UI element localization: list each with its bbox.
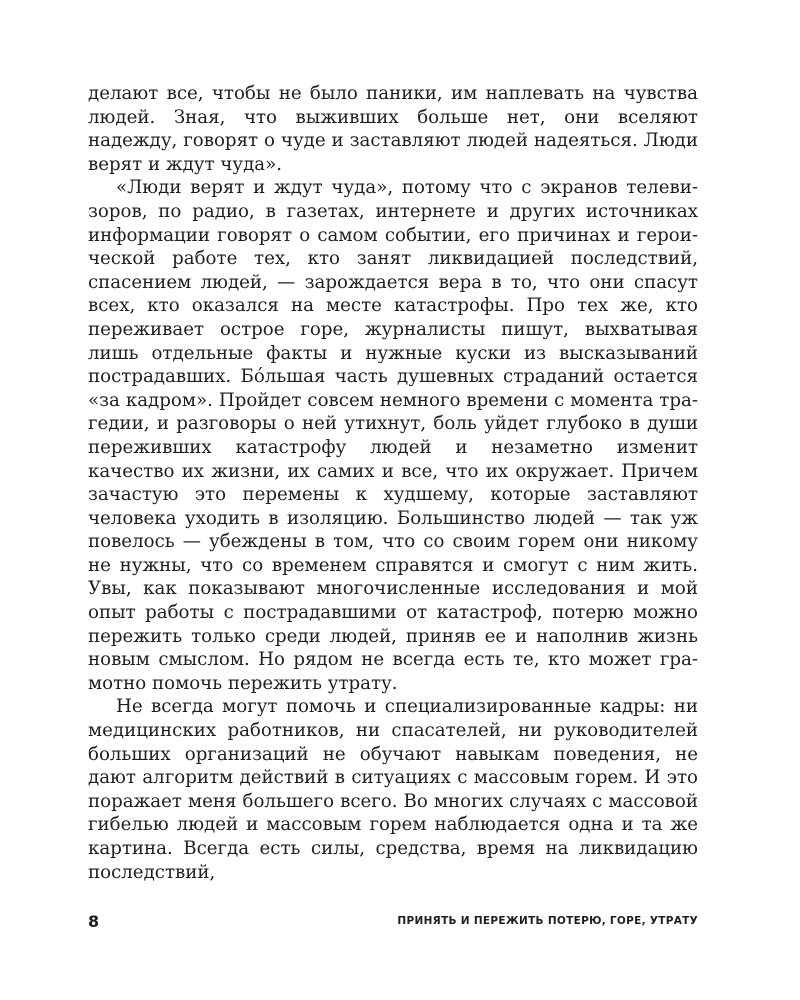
paragraph-continuation: делают все, чтобы не было паники, им наплевать на чувства людей. Зная, что выживших больше нет, они вселяют надежду, говорят о чуде и заставляют людей надеяться. Люди верят и ждут чуда». [88,83,698,175]
page-number: 8 [88,912,100,931]
body-text [88,82,698,884]
running-title: ПРИНЯТЬ И ПЕРЕЖИТЬ ПОТЕРЮ, ГОРЕ, УТРАТУ [397,915,698,927]
paragraph-specialists: Не всегда могут помочь и специализированные кадры: ни медицинских работников, ни спасателей, ни руководителей больших организаций не обучают навыкам поведения, не дают алгоритм действий в ситуациях с массовым горем. И это поражает меня большего всего. Во многих случаях с массовой гибелью людей и массовым горем наблюдается одна и та же картина. Всегда есть силы, средства, время на ликвидацию последствий, [88,696,698,883]
page-footer [88,912,698,932]
paragraph-main: «Люди верят и ждут чуда», потому что с экранов телевизоров, по радио, в газетах, интернете и других источниках информации говорят о самом событии, его причинах и героической работе тех, кто занят ликвидацией последствий, спасением людей, — зарождается вера в то, что они спасут всех, кто оказался на месте катастрофы. Про тех же, кто переживает острое горе, журналисты пишут, выхватывая лишь отдельные факты и нужные куски из высказываний пострадавших. Бóльшая часть душевных страданий остается «за кадром». Пройдет совсем немного времени с момента трагедии, и разговоры о ней утихнут, боль уйдет глубоко в души переживших катастрофу людей и незаметно изменит качество их жизни, их самих и все, что их окружает. Причем зачастую это перемены к худшему, которые заставляют человека уходить в изоляцию. Большинство людей — так уж повелось — убеждены в том, что со своим горем они никому не нужны, что со временем справятся и смогут с ним жить. Увы, как показывают многочисленные исследования и мой опыт работы с пострадавшими от катастроф, потерю можно пережить только среди людей, приняв ее и наполнив жизнь новым смыслом. Но рядом не всегда есть те, кто может грамотно помочь пережить утрату. [88,177,698,694]
